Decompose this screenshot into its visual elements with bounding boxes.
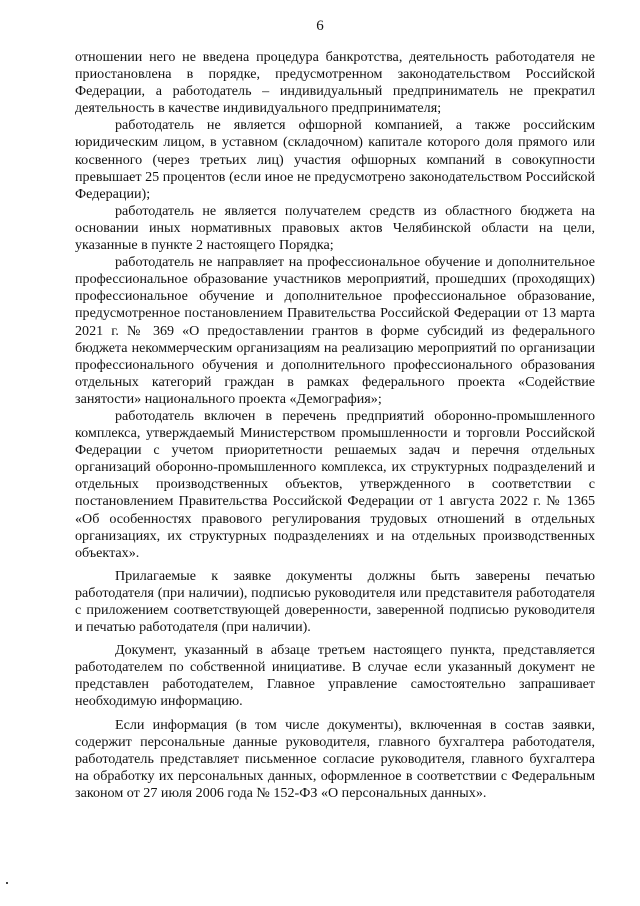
paragraph-offshore-condition: работодатель не является офшорной компанией, а также российским юридическим лицом, в уставном (складочном) капитале которого доля прямого или косвенного (через третьих лиц) участия офшорных компаний в совокупности превышает 25 процентов (если иное не предусмотрено законодательством Российской Федерации);	[75, 117, 595, 202]
paragraph-personal-data-consent: Если информация (в том числе документы), включенная в состав заявки, содержит персональные данные руководителя, главного бухгалтера работодателя, работодатель представляет письменное согласие руководителя, главного бухгалтера на обработку их персональных данных, оформленное в соответствии с Федеральным законом от 27 июля 2006 года № 152-ФЗ «О персональных данных».	[75, 716, 595, 801]
page-number: 6	[316, 18, 324, 34]
paragraph-regional-budget-condition: работодатель не является получателем средств из областного бюджета на основании иных нормативных правовых актов Челябинской области на цели, указанные в пункте 2 настоящего Порядка;	[75, 202, 595, 254]
paragraph-bankruptcy-condition: отношении него не введена процедура банкротства, деятельность работодателя не приостановлена в порядке, предусмотренном законодательством Российской Федерации, а работодатель – индивидуальный предприниматель не прекратил деятельность в качестве индивидуального предпринимателя;	[75, 49, 595, 117]
scan-artifact-dot	[6, 882, 8, 884]
document-body	[75, 49, 595, 802]
paragraph-training-condition: работодатель не направляет на профессиональное обучение и дополнительное профессиональное образование участников мероприятий, прошедших (проходящих) профессиональное обучение и дополнительное профессиональное образование, предусмотренное постановлением Правительства Российской Федерации от 13 марта 2021 г. № 369 «О предоставлении грантов в форме субсидий из федерального бюджета некоммерческим организациям на реализацию мероприятий по организации профессионального обучения и дополнительного профессионального образования отдельных категорий граждан в рамках федерального проекта «Содействие занятости» национального проекта «Демография»;	[75, 254, 595, 407]
paragraph-document-own-initiative: Документ, указанный в абзаце третьем настоящего пункта, представляется работодателем по собственной инициативе. В случае если указанный документ не представлен работодателем, Главное управление самостоятельно запрашивает необходимую информацию.	[75, 642, 595, 710]
paragraph-documents-certification: Прилагаемые к заявке документы должны быть заверены печатью работодателя (при наличии), подписью руководителя или представителя работодателя с приложением соответствующей доверенности, заверенной подписью руководителя и печатью работодателя (при наличии).	[75, 567, 595, 636]
paragraph-defense-industry-condition: работодатель включен в перечень предприятий оборонно-промышленного комплекса, утверждаемый Министерством промышленности и торговли Российской Федерации с учетом приоритетности решаемых задач и перечня отдельных организаций оборонно-промышленного комплекса, их структурных подразделений и отдельных производственных объектов, утвержденного в соответствии с постановлением Правительства Российской Федерации от 1 августа 2022 г. № 1365 «Об особенностях правового регулирования трудовых отношений в отдельных организациях, их структурных подразделениях и на отдельных производственных объектах».	[75, 407, 595, 561]
